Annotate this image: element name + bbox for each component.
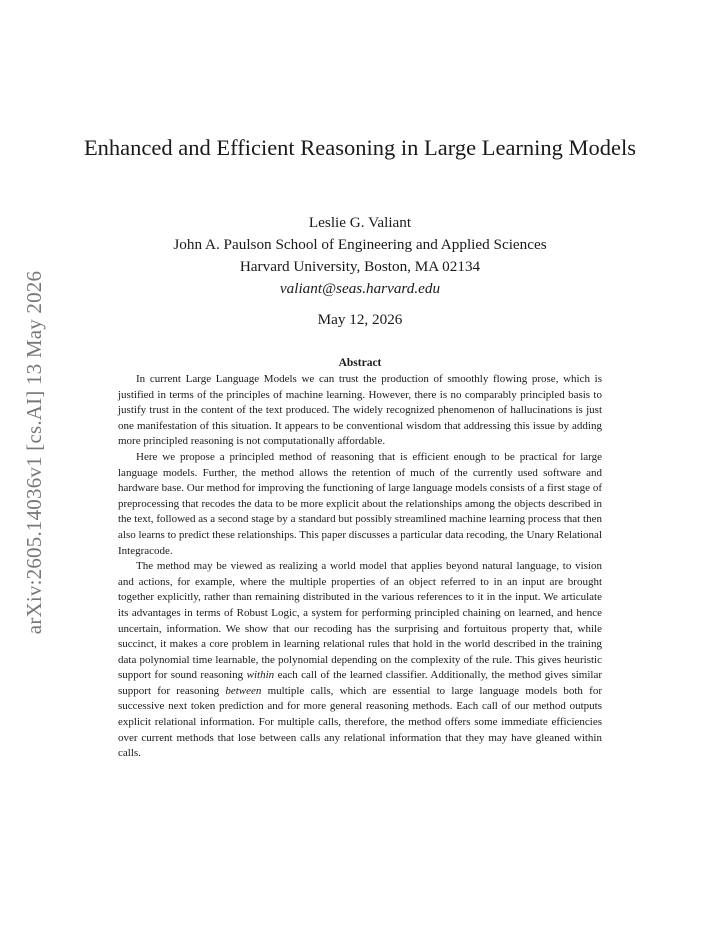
paper-date: May 12, 2026 [317,311,403,328]
abstract-paragraph-2: Here we propose a principled method of reasoning that is efficient enough to be practical for large language models. Further, the method allows the retention of much of the currently used software and hardware base. Our method for improving the functioning of large language models consists of a first stage of preprocessing that recodes the data to be more explicit about the relationships among the objects described in the text, followed as a second stage by a standard but possibly streamlined machine learning process that then also learns to predict these relationships. This paper discusses a particular data recoding, the Unary Relational Integracode. [118,450,602,557]
abstract-body [118,372,602,762]
abstract-paragraph-3-part-a: The method may be viewed as realizing a world model that applies beyond natural language, to vision and actions, for example, where the multiple properties of an object referred to in an input are brought together explicitly, rather than remaining distributed in the various references to it in the input. We articulate its advantages in terms of Robust Logic, a system for performing principled chaining on learned, and hence uncertain, information. We show that our recoding has the surprising and fortuitous property that, while succinct, it makes a core problem in learning relational rules that hold in the world described in the training data polynomial time learnable, the polynomial depending on the complexity of the rule. This gives heuristic support for sound reasoning [118,560,602,682]
arxiv-identifier-stamp [18,262,52,642]
abstract-paragraph-3-part-c: multiple calls, which are essential to large language models both for successive next token prediction and for more general reasoning methods. Each call of our method outputs explicit relational information. For multiple calls, therefore, the method offers some immediate efficiencies over current methods that lose between calls any relational information that they may have gleaned within calls. [118,684,602,760]
author-email: valiant@seas.harvard.edu [279,280,441,297]
paper-title: Enhanced and Efficient Reasoning in Large Learning Models [83,135,637,160]
abstract-emphasis-within: within [246,669,275,682]
abstract-paragraph-1: In current Large Language Models we can trust the production of smoothly flowing prose, which is justified in terms of the principles of machine learning. However, there is no comparably principled basis to justify trust in the content of the text produced. The widely recognized phenomenon of hallucinations is just one manifestation of this situation. It appears to be conventional wisdom that addressing this issue by adding more principled reasoning is not computationally affordable. [118,373,602,448]
abstract-emphasis-between: between [225,684,262,697]
author-address: Harvard University, Boston, MA 02134 [239,258,481,275]
author-block [80,212,640,300]
author-affiliation: John A. Paulson School of Engineering and Applied Sciences [173,236,547,253]
abstract-paragraph-3-part-b: each call of the learned classifier. Additionally, the method gives similar support for reasoning [118,669,603,697]
abstract-heading: Abstract [338,357,382,369]
arxiv-identifier-text: arXiv:2605.14036v1 [cs.AI] 13 May 2026 [22,270,47,634]
abstract-paragraph-3 [118,559,602,762]
author-name: Leslie G. Valiant [308,214,412,231]
